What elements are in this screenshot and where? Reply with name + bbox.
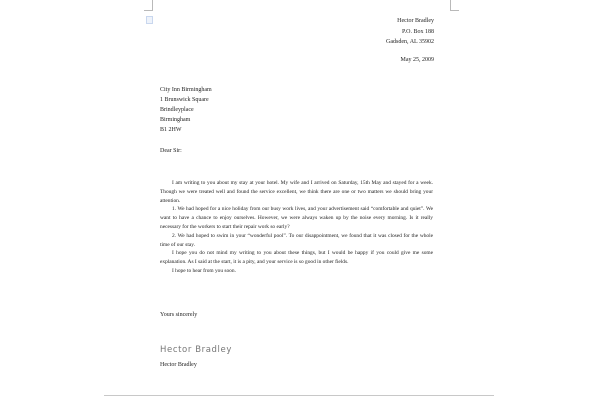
body-paragraph: I hope to hear from you soon. <box>172 267 236 274</box>
recipient-line: City Inn Birmingham <box>160 87 212 93</box>
closing: Yours sincerely <box>160 312 198 318</box>
body-paragraph: 1. We had hoped for a nice holiday from our busy work lives, and your advertisement said “comfortable and quiet”. We want to have a chance to enjoy ourselves. However, we were always waken up by the noise every morning. Is it really necessary for the workers to start their repair work so early? <box>160 206 433 230</box>
crop-mark-top-right <box>450 0 459 11</box>
letter-body <box>160 179 433 276</box>
recipient-line: Brindleyplace <box>160 107 194 113</box>
text-cursor-marker <box>146 16 153 24</box>
letter-date: May 25, 2009 <box>400 57 434 63</box>
sender-address-block <box>386 16 434 48</box>
body-paragraph: 2. We had hoped to swim in your “wonderful pool”. To our disappointment, we found that it was closed for the whole time of our stay. <box>160 232 433 248</box>
sender-name: Hector Bradley <box>397 18 434 24</box>
body-paragraph: I am writing to you about my stay at your hotel. My wife and I arrived on Saturday, 15th May and stayed for a week. Though we were treated well and found the service excellent, we think there are one or two matters we should bring your attention. <box>160 180 433 204</box>
crop-mark-top-left <box>144 0 153 11</box>
sender-city: Gadsden, AL 35902 <box>386 39 434 45</box>
recipient-line: B1 2HW <box>160 127 182 133</box>
recipient-line: Birmingham <box>160 117 191 123</box>
recipient-address-block <box>160 85 212 135</box>
printed-name: Hector Bradley <box>160 362 197 368</box>
body-paragraph: I hope you do not mind my writing to you about these things, but I would be happy if you could give me some explanation. As I said at the start, it is a pity, and your service is so good in other fields. <box>160 250 433 266</box>
signature: Hector Bradley <box>160 345 232 355</box>
salutation: Dear Sir: <box>160 148 182 154</box>
page-bottom-edge <box>104 395 494 396</box>
recipient-line: 1 Brunswick Square <box>160 97 209 103</box>
sender-po-box: P.O. Box 188 <box>401 28 434 35</box>
